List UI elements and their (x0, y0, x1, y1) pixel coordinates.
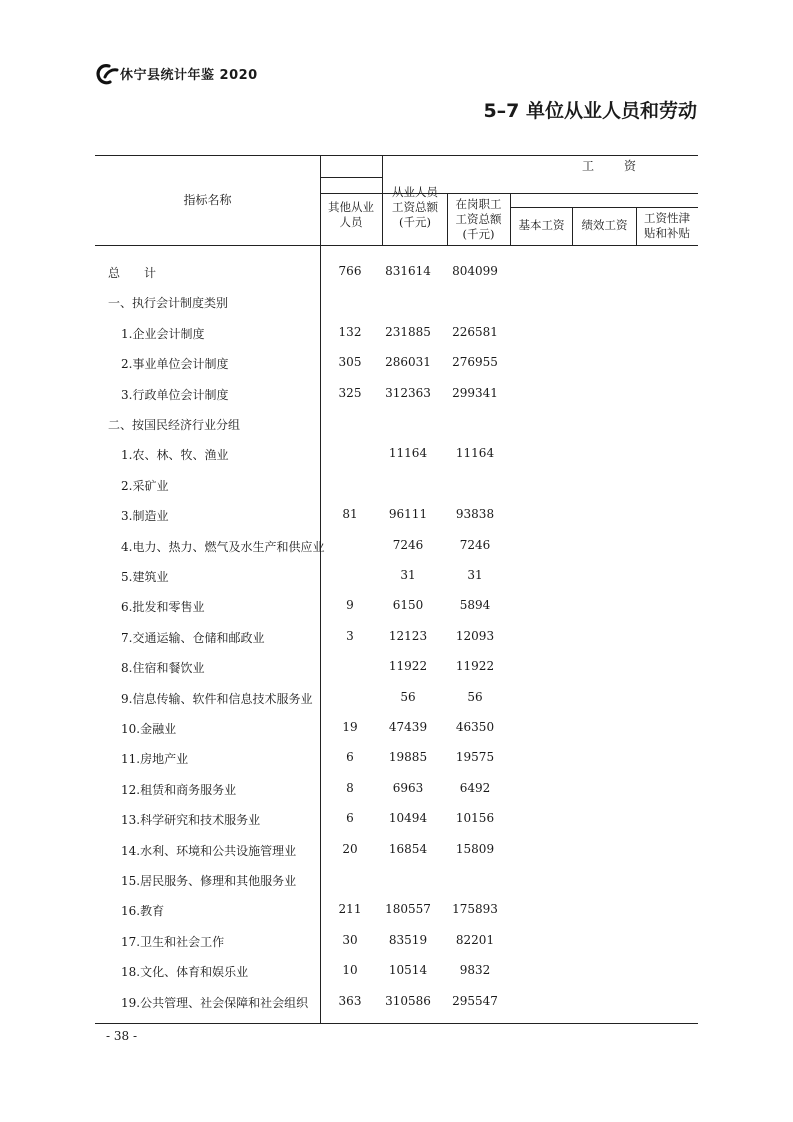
row-label: 6.批发和零售业 (121, 600, 205, 615)
table-row (95, 505, 698, 525)
row-label: 17.卫生和社会工作 (121, 934, 225, 949)
cell-total-wage: 312363 (385, 385, 431, 400)
cell-total-wage: 231885 (385, 324, 431, 339)
row-label: 16.教育 (121, 904, 165, 919)
row-label: 1.农、林、牧、渔业 (121, 448, 229, 463)
cell-onpost-wage: 175893 (452, 902, 498, 917)
row-label: 一、执行会计制度类别 (108, 296, 229, 311)
cell-other-staff: 81 (342, 507, 358, 522)
table-row (95, 627, 698, 647)
table-header-rule (95, 245, 698, 246)
cell-total-wage: 10494 (388, 811, 428, 826)
row-label: 1.企业会计制度 (121, 326, 205, 341)
cell-onpost-wage: 9832 (459, 963, 491, 978)
row-label: 10.金融业 (121, 722, 177, 736)
cell-other-staff: 8 (346, 780, 354, 795)
row-label: 5.建筑业 (121, 570, 169, 584)
row-label: 2.采矿业 (121, 478, 169, 493)
cell-other-staff: 6 (346, 811, 354, 826)
table-bottom-rule (95, 1023, 698, 1024)
table-row (95, 688, 698, 708)
table-top-rule (95, 155, 698, 156)
row-label: 3.制造业 (121, 509, 169, 524)
cell-total-wage: 6150 (392, 598, 424, 613)
row-label: 19.公共管理、社会保障和社会组织 (121, 995, 309, 1010)
cell-onpost-wage: 804099 (452, 264, 498, 278)
table-row (95, 992, 698, 1012)
cell-other-staff: 3 (346, 628, 354, 643)
header-other-staff: 其他从业人员 (328, 200, 374, 229)
table-row (95, 809, 698, 829)
cell-onpost-wage: 12093 (455, 628, 495, 643)
cell-total-wage: 19885 (388, 750, 428, 765)
header-onpost-wage: 在岗职工工资总额(千元) (455, 197, 502, 241)
cell-other-staff: 305 (338, 355, 362, 370)
table-row (95, 961, 698, 981)
cell-other-staff: 325 (338, 385, 362, 400)
book-title: 休宁县统计年鉴 2020 (120, 68, 258, 83)
cell-total-wage: 31 (400, 568, 416, 582)
header-subrule-2 (320, 193, 698, 194)
row-label: 18.文化、体育和娱乐业 (121, 965, 249, 980)
yearbook-logo-icon (95, 63, 119, 85)
cell-onpost-wage: 6492 (459, 780, 491, 795)
header-basic-wage: 基本工资 (518, 218, 565, 232)
cell-onpost-wage: 46350 (455, 720, 495, 734)
cell-onpost-wage: 226581 (452, 324, 498, 339)
table-row (95, 292, 698, 312)
header-divider-1 (382, 155, 383, 245)
row-label: 8.住宿和餐饮业 (121, 661, 205, 676)
row-label: 9.信息传输、软件和信息技术服务业 (121, 691, 313, 706)
header-wage-group: 工 资 (581, 159, 638, 173)
cell-other-staff: 19 (342, 720, 358, 734)
table-row (95, 840, 698, 860)
cell-total-wage: 310586 (385, 993, 431, 1008)
header-divider-5 (636, 207, 637, 245)
cell-total-wage: 16854 (388, 841, 428, 856)
row-label: 13.科学研究和技术服务业 (121, 813, 261, 828)
cell-total-wage: 10514 (388, 963, 428, 978)
row-label: 12.租赁和商务服务业 (121, 782, 237, 797)
cell-onpost-wage: 93838 (455, 507, 495, 522)
cell-onpost-wage: 82201 (455, 932, 495, 947)
page-number: - 38 - (106, 1029, 138, 1043)
cell-onpost-wage: 56 (467, 689, 483, 704)
cell-onpost-wage: 7246 (459, 537, 491, 552)
cell-other-staff: 766 (338, 264, 362, 278)
table-row (95, 414, 698, 434)
cell-onpost-wage: 19575 (455, 750, 495, 765)
cell-other-staff: 30 (342, 932, 358, 947)
table-row (95, 566, 698, 586)
header-performance-wage: 绩效工资 (581, 218, 628, 232)
cell-total-wage: 6963 (392, 780, 424, 795)
row-label: 14.水利、环境和公共设施管理业 (121, 843, 297, 858)
table-row (95, 384, 698, 404)
cell-total-wage: 12123 (388, 628, 428, 643)
cell-other-staff: 6 (346, 750, 354, 765)
cell-other-staff: 132 (338, 324, 362, 339)
cell-total-wage: 7246 (392, 537, 424, 552)
section-title: 5–7 单位从业人员和劳动 (483, 100, 697, 122)
table-divider-indicator (320, 155, 321, 1023)
table-row (95, 931, 698, 951)
cell-onpost-wage: 11922 (455, 659, 495, 674)
table-row (95, 323, 698, 343)
cell-other-staff: 20 (342, 841, 358, 856)
table-row (95, 353, 698, 373)
row-label: 7.交通运输、仓储和邮政业 (121, 630, 265, 645)
table-row (95, 657, 698, 677)
cell-total-wage: 831614 (385, 264, 431, 278)
header-divider-2 (447, 193, 448, 245)
cell-total-wage: 83519 (388, 932, 428, 947)
row-label: 4.电力、热力、燃气及水生产和供应业 (121, 539, 325, 554)
cell-other-staff: 9 (346, 598, 354, 613)
cell-onpost-wage: 299341 (452, 385, 498, 400)
cell-total-wage: 47439 (388, 720, 428, 734)
header-allowance: 工资性津贴和补贴 (644, 211, 690, 240)
cell-other-staff: 211 (338, 902, 362, 917)
table-row (95, 718, 698, 738)
cell-total-wage: 56 (400, 689, 416, 704)
cell-onpost-wage: 276955 (452, 355, 498, 370)
header-subrule-1 (320, 177, 382, 178)
row-label: 2.事业单位会计制度 (121, 357, 229, 372)
cell-other-staff: 10 (342, 963, 358, 978)
table-row (95, 475, 698, 495)
table-row (95, 262, 698, 282)
cell-onpost-wage: 295547 (452, 993, 498, 1008)
header-subrule-3 (510, 207, 698, 208)
table-row (95, 779, 698, 799)
table-row (95, 900, 698, 920)
table-row (95, 870, 698, 890)
row-label: 二、按国民经济行业分组 (108, 418, 241, 432)
cell-onpost-wage: 5894 (459, 598, 491, 613)
cell-onpost-wage: 10156 (455, 811, 495, 826)
cell-total-wage: 180557 (385, 902, 431, 917)
row-label: 11.房地产业 (121, 752, 189, 767)
table-row (95, 596, 698, 616)
cell-onpost-wage: 31 (467, 568, 483, 582)
cell-total-wage: 11164 (388, 446, 428, 461)
row-label: 15.居民服务、修理和其他服务业 (121, 874, 297, 888)
header-total-wage: 从业人员工资总额(千元) (392, 185, 438, 229)
cell-total-wage: 11922 (388, 659, 428, 674)
header-indicator: 指标名称 (183, 193, 232, 207)
cell-onpost-wage: 11164 (455, 446, 495, 461)
cell-other-staff: 363 (338, 993, 362, 1008)
row-label: 总 计 (108, 266, 157, 280)
table-row (95, 748, 698, 768)
cell-onpost-wage: 15809 (455, 841, 495, 856)
table-row (95, 444, 698, 464)
cell-total-wage: 286031 (385, 355, 431, 370)
cell-total-wage: 96111 (388, 507, 428, 522)
table-row (95, 536, 698, 556)
row-label: 3.行政单位会计制度 (121, 387, 229, 402)
